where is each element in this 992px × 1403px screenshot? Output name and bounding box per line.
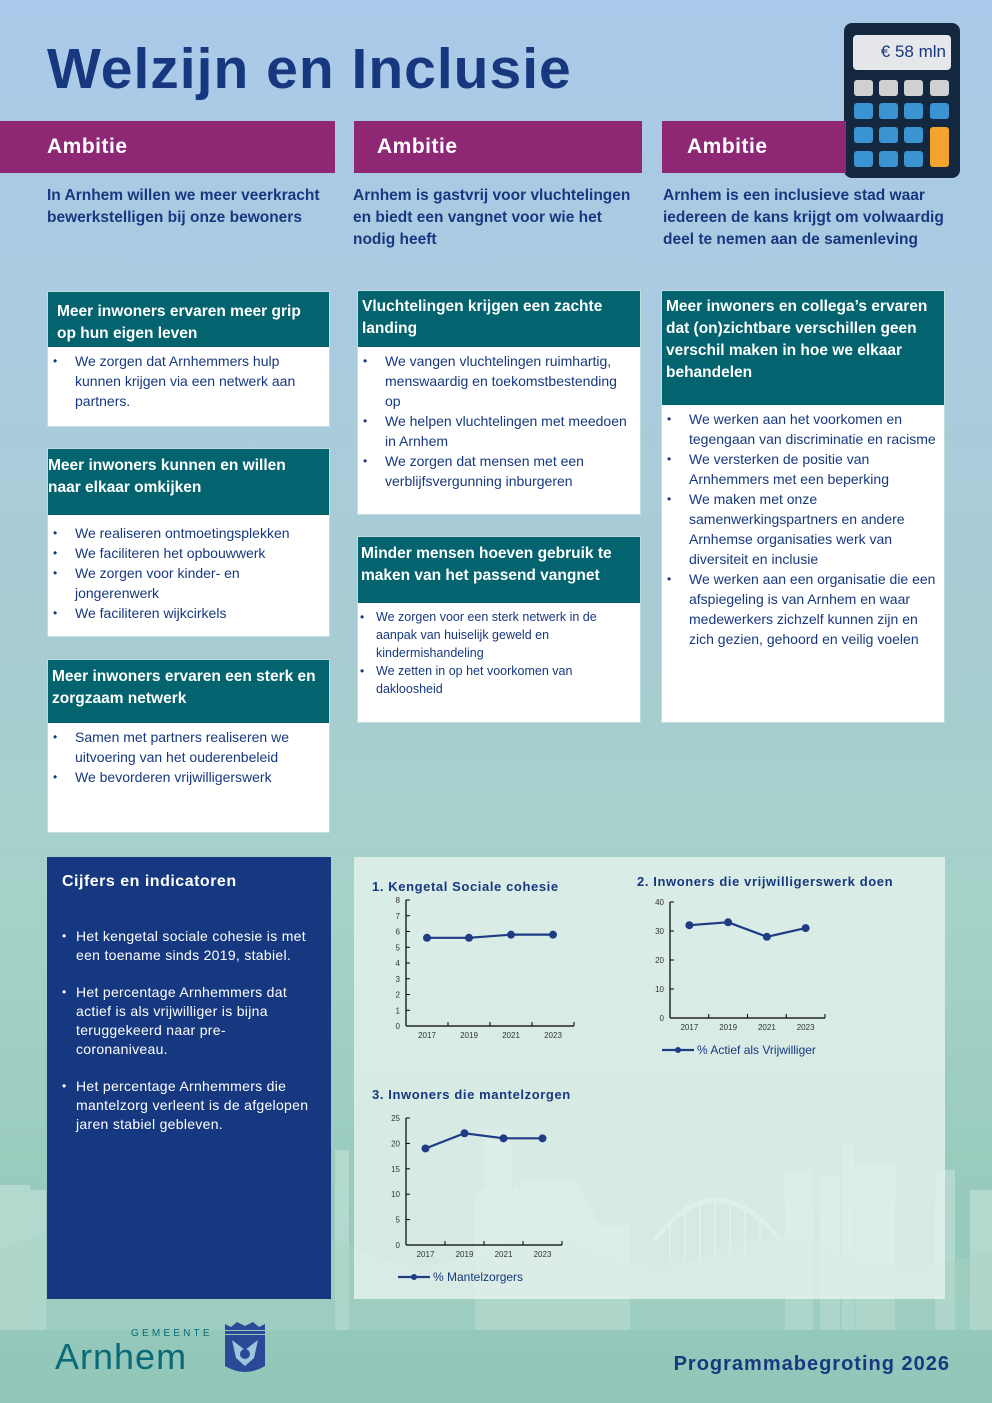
goal-card <box>47 448 330 637</box>
goal-item: • We zetten in op het voorkomen van dakloosheid <box>360 662 632 698</box>
data-point <box>422 1144 430 1152</box>
goal-item: • We zorgen dat mensen met een verblijfsvergunning inburgeren <box>363 451 632 491</box>
ambitie-header-1: Ambitie <box>0 121 335 173</box>
goal-title: Meer inwoners ervaren een sterk en zorgzaam netwerk <box>48 660 329 723</box>
goal-title: Meer inwoners en collega’s ervaren dat (on)zichtbare verschillen geen verschil maken in hoe we elkaar behandelen <box>662 291 944 405</box>
chart-mantelzorgers <box>384 1112 584 1287</box>
data-point <box>507 931 515 939</box>
chart-3-title: 3. Inwoners die mantelzorgen <box>372 1087 571 1102</box>
goal-item: • We versterken de positie van Arnhemmers met een beperking <box>667 449 936 489</box>
goal-item: • We maken met onze samenwerkingspartners en andere Arnhemse organisaties werk van diversiteit en inclusie <box>667 489 936 569</box>
goal-item: • We werken aan een organisatie die een afspiegeling is van Arnhem en waar medewerkers zichzelf kunnen zijn en zich gezien, gehoord en veilig voelen <box>667 569 936 649</box>
goal-title: Minder mensen hoeven gebruik te maken van het passend vangnet <box>358 537 640 603</box>
calc-key <box>879 103 898 119</box>
goal-item: • We zorgen dat Arnhemmers hulp kunnen krijgen via een netwerk aan partners. <box>53 351 321 411</box>
cijfers-item: • Het percentage Arnhemmers die mantelzorg verleent is de afgelopen jaren stabiel gebleven. <box>62 1077 317 1134</box>
y-tick-label: 30 <box>655 927 664 936</box>
legend-label: % Mantelzorgers <box>433 1270 524 1284</box>
cijfers-item: • Het percentage Arnhemmers dat actief is als vrijwilliger is bijna teruggekeerd naar pre-coronaniveau. <box>62 983 317 1059</box>
chart-sociale-cohesie <box>384 897 584 1047</box>
y-tick-label: 20 <box>655 956 664 965</box>
data-point <box>500 1134 508 1142</box>
goal-title: Vluchtelingen krijgen een zachte landing <box>358 291 640 347</box>
cijfers-panel <box>47 857 331 1299</box>
y-tick-label: 0 <box>659 1014 664 1023</box>
y-tick-label: 10 <box>655 985 664 994</box>
calc-key <box>879 127 898 143</box>
calc-key <box>879 151 898 167</box>
y-tick-label: 25 <box>391 1114 400 1123</box>
chart-vrijwilligerswerk <box>648 897 848 1062</box>
ambitie-text-3: Arnhem is een inclusieve stad waar iedereen de kans krijgt om volwaardig deel te nemen aan de samenleving <box>663 187 944 248</box>
x-tick-label: 2019 <box>455 1250 474 1259</box>
ambitie-header-3: Ambitie <box>662 121 846 173</box>
goal-item: • We helpen vluchtelingen met meedoen in Arnhem <box>363 411 632 451</box>
gemeente-arnhem-logo <box>55 1320 275 1380</box>
series-line <box>689 922 805 937</box>
goal-item: • We faciliteren wijkcirkels <box>53 603 321 623</box>
y-tick-label: 1 <box>395 1006 400 1016</box>
x-tick-label: 2017 <box>418 1031 436 1040</box>
calc-key <box>904 151 923 167</box>
goal-item: • We werken aan het voorkomen en tegengaan van discriminatie en racisme <box>667 409 936 449</box>
data-point <box>549 931 557 939</box>
calc-key <box>854 80 873 96</box>
cijfers-title: Cijfers en indicatoren <box>62 873 237 890</box>
y-tick-label: 40 <box>655 898 664 907</box>
goal-item: • We bevorderen vrijwilligerswerk <box>53 767 321 787</box>
goal-item: • We vangen vluchtelingen ruimhartig, menswaardig en toekomstbestending op <box>363 351 632 411</box>
x-tick-label: 2023 <box>796 1023 815 1032</box>
calc-key <box>854 127 873 143</box>
page-title: Welzijn en Inclusie <box>47 37 572 101</box>
series-line <box>426 1133 543 1148</box>
goal-items <box>358 347 640 499</box>
goal-item: • We zorgen voor een sterk netwerk in de aanpak van huiselijk geweld en kindermishandeling <box>360 608 632 662</box>
x-tick-label: 2019 <box>460 1031 478 1040</box>
calc-key <box>930 103 949 119</box>
goal-items <box>48 515 329 631</box>
logo-arnhem-text: Arnhem <box>55 1336 188 1377</box>
x-tick-label: 2019 <box>719 1023 738 1032</box>
goal-item: • We realiseren ontmoetingsplekken <box>53 523 321 543</box>
y-tick-label: 20 <box>391 1139 400 1149</box>
y-tick-label: 6 <box>395 927 400 937</box>
goal-card <box>47 291 330 427</box>
y-tick-label: 3 <box>395 974 400 984</box>
data-point <box>423 934 431 942</box>
y-tick-label: 5 <box>395 943 400 953</box>
y-tick-label: 0 <box>395 1241 400 1250</box>
calculator-icon <box>844 23 960 178</box>
legend-marker <box>411 1274 417 1280</box>
budget-display: € 58 mln <box>853 35 951 70</box>
goal-item: • We zorgen voor kinder- en jongerenwerk <box>53 563 321 603</box>
charts-panel <box>354 857 945 1299</box>
data-point <box>465 934 473 942</box>
chart-2-title: 2. Inwoners die vrijwilligerswerk doen <box>637 874 894 889</box>
ambitie-text-1: In Arnhem willen we meer veerkracht bewerkstelligen bij onze bewoners <box>47 187 320 226</box>
y-tick-label: 10 <box>391 1190 400 1200</box>
goal-items <box>358 603 640 706</box>
x-tick-label: 2021 <box>502 1031 520 1040</box>
goal-items <box>48 723 329 795</box>
y-tick-label: 0 <box>395 1022 400 1031</box>
data-point <box>539 1134 547 1142</box>
x-tick-label: 2023 <box>533 1250 552 1259</box>
y-tick-label: 4 <box>395 959 400 968</box>
calc-key <box>879 80 898 96</box>
x-tick-label: 2021 <box>757 1023 776 1032</box>
calc-key <box>930 80 949 96</box>
calc-key <box>854 151 873 167</box>
data-point <box>685 921 693 929</box>
legend-marker <box>675 1047 681 1053</box>
goal-title: Meer inwoners ervaren meer grip op hun eigen leven <box>48 292 329 347</box>
goal-card <box>357 290 641 515</box>
calc-key-equals <box>930 127 949 167</box>
goal-items <box>48 347 329 419</box>
calc-key <box>904 80 923 96</box>
cijfers-list <box>62 927 317 1134</box>
goal-card <box>661 290 945 723</box>
logo-gemeente-text: GEMEENTE <box>131 1328 213 1339</box>
y-tick-label: 7 <box>395 911 400 921</box>
goal-items <box>662 405 944 657</box>
goal-card <box>47 659 330 833</box>
y-tick-label: 15 <box>391 1164 400 1174</box>
calc-key <box>854 103 873 119</box>
series-line <box>427 935 553 938</box>
x-tick-label: 2023 <box>544 1031 562 1040</box>
cijfers-item: • Het kengetal sociale cohesie is met een toename sinds 2019, stabiel. <box>62 927 317 965</box>
arnhem-crest-icon <box>222 1320 268 1376</box>
data-point <box>763 933 771 941</box>
ambitie-text-2: Arnhem is gastvrij voor vluchtelingen en biedt een vangnet voor wie het nodig heeft <box>353 187 631 248</box>
x-tick-label: 2017 <box>416 1250 435 1259</box>
goal-title: Meer inwoners kunnen en willen naar elkaar omkijken <box>48 449 329 515</box>
data-point <box>461 1129 469 1137</box>
y-tick-label: 2 <box>395 990 400 1000</box>
data-point <box>724 918 732 926</box>
legend-label: % Actief als Vrijwilliger <box>697 1043 816 1057</box>
footer-title: Programmabegroting 2026 <box>673 1353 950 1375</box>
y-tick-label: 5 <box>395 1215 400 1225</box>
chart-1-title: 1. Kengetal Sociale cohesie <box>372 879 559 894</box>
y-tick-label: 8 <box>395 896 400 905</box>
x-tick-label: 2017 <box>680 1023 699 1032</box>
ambitie-header-2: Ambitie <box>354 121 642 173</box>
calc-key <box>904 127 923 143</box>
goal-item: • Samen met partners realiseren we uitvoering van het ouderenbeleid <box>53 727 321 767</box>
data-point <box>802 924 810 932</box>
goal-item: • We faciliteren het opbouwwerk <box>53 543 321 563</box>
calc-key <box>904 103 923 119</box>
goal-card <box>357 536 641 723</box>
x-tick-label: 2021 <box>494 1250 513 1259</box>
